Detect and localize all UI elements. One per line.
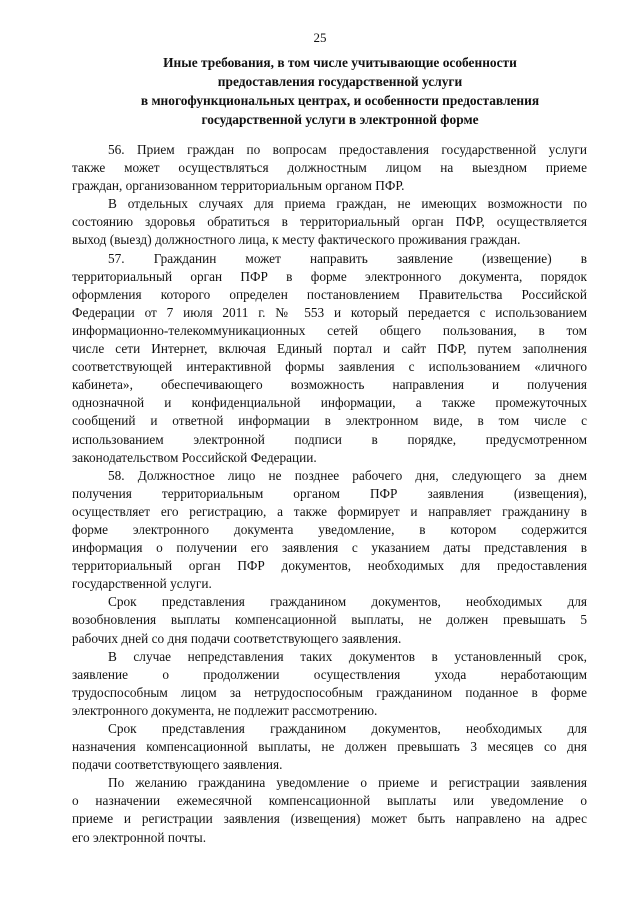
text-line: числе сети Интернет, включая Единый портал и сайт ПФР, путем заполнения [72,341,587,357]
text-line: использованием электронной подписи в порядке, предусмотренном [72,431,587,447]
text-line: оформления которого определен постановлением Правительства Российской [72,286,587,302]
text-line: также может осуществляться должностным лицом на выездном приеме [72,160,587,176]
paragraph [72,774,587,846]
text-line: возобновления выплаты компенсационной выплаты, не должен превышать 5 [72,612,587,628]
text-line: 57. Гражданин может направить заявление (извещение) в [108,250,587,266]
text-line: 58. Должностное лицо не позднее рабочего дня, следующего за днем [108,467,587,483]
text-line: электронного документа, не подлежит рассмотрению. [72,702,378,718]
text-line: В случае непредставления таких документов в установленный срок, [108,648,587,664]
text-line: состоянию здоровья обратиться в территориальный орган ПФР, осуществляется [72,214,587,230]
text-line: соответствующей интерактивной формы заявления с использованием «личного [72,359,587,375]
text-line: о назначении ежемесячной компенсационной выплаты или уведомление о [72,793,587,809]
text-line: сообщений и ответной информации в электронном виде, в том числе с [72,413,587,429]
text-line: Срок представления гражданином документов, необходимых для [108,721,587,736]
text-line: назначения компенсационной выплаты, не должен превышать 3 месяцев со дня [72,739,587,755]
text-line: рабочих дней со дня подачи соответствующего заявления. [72,630,402,646]
text-line: приеме и регистрации заявления (извещения) может быть направлено на адрес [72,811,587,827]
paragraph [72,648,587,720]
heading-line: предоставления государственной услуги [217,74,463,89]
paragraph [72,195,587,249]
text-line: его электронной почты. [72,829,207,845]
text-line: форме электронного документа уведомление, в котором содержится [72,521,587,537]
text-line: По желанию гражданина уведомление о приеме и регистрации заявления [108,775,587,791]
text-line: государственной услуги. [72,576,212,592]
text-line: однозначной и конфиденциальной информации, а также промежуточных [72,395,587,411]
text-line: законодательством Российской Федерации. [72,449,317,465]
text-line: информационно-телекоммуникационных сетей общего пользования, в том [72,322,587,338]
paragraph [72,593,587,647]
paragraph [72,467,587,594]
text-line: трудоспособным лицом за нетрудоспособным гражданином поданное в форме [72,684,587,700]
text-line: В отдельных случаях для приема граждан, не имеющих возможности по [108,196,587,212]
text-line: осуществляет его регистрацию, а также формирует и направляет гражданину в [72,503,587,519]
paragraph [72,720,587,774]
text-line: 56. Прием граждан по вопросам предоставления государственной услуги [108,142,587,157]
text-line: подачи соответствующего заявления. [72,757,283,773]
body-text [72,141,587,847]
paragraph [72,250,587,467]
text-line: территориальный орган ПФР документов, необходимых для предоставления [72,558,587,574]
section-heading [70,53,610,129]
heading-line: Иные требования, в том числе учитывающие особенности [163,55,517,70]
heading-line: государственной услуги в электронной форме [201,112,479,127]
paragraph [72,141,587,195]
text-line: заявление о продолжении осуществления ухода неработающим [72,666,587,682]
text-line: Федерации от 7 июля 2011 г. № 553 и который передается с использованием [72,304,587,320]
page-number: 25 [313,30,327,45]
text-line: информация о получении его заявления с указанием даты представления в [72,540,587,556]
text-line: выход (выезд) должностного лица, к месту фактического проживания граждан. [72,232,521,248]
text-line: кабинета», обеспечивающего возможность направления и получения [72,377,587,393]
text-line: Срок представления гражданином документов, необходимых для [108,594,587,610]
text-line: получения территориальным органом ПФР заявления (извещения), [72,485,587,501]
text-line: граждан, организованном территориальным органом ПФР. [72,178,405,194]
heading-line: в многофункциональных центрах, и особенности предоставления [140,93,540,108]
text-line: территориальный орган ПФР в форме электронного документа, порядок [72,268,587,284]
